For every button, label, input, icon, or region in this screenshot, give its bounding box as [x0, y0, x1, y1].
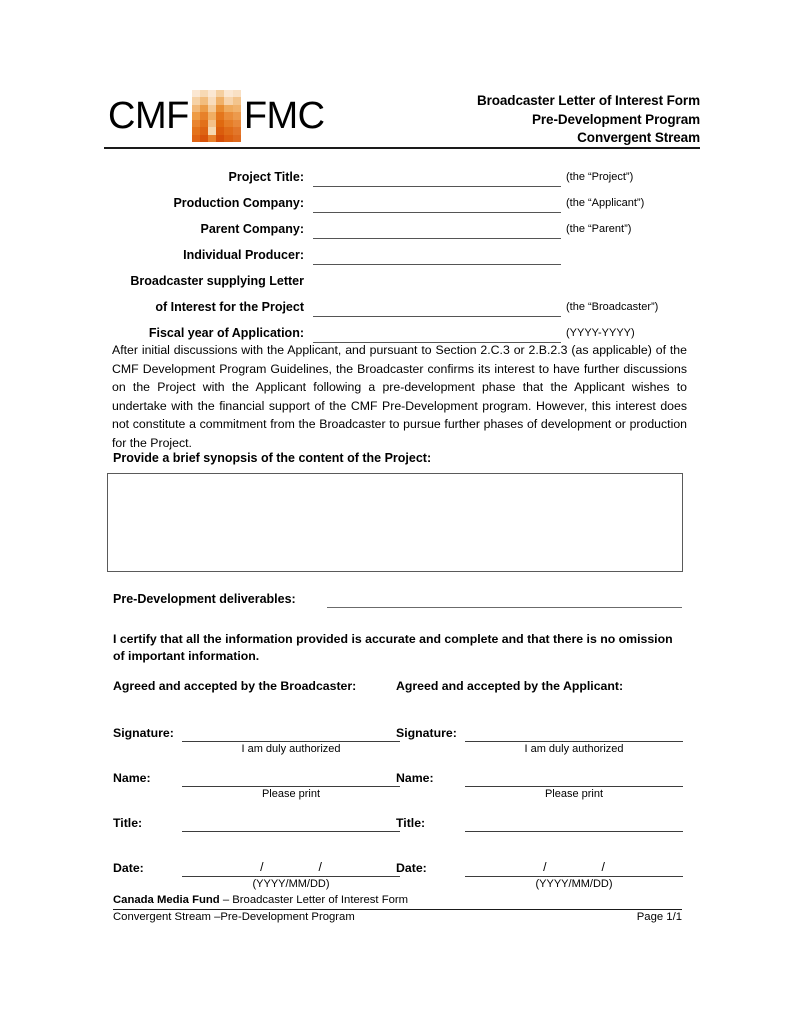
date-slashes — [182, 860, 400, 874]
logo-tile-36 — [192, 135, 200, 142]
certification-statement: I certify that all the information provided is accurate and complete and that there is no omission of important information. — [113, 632, 673, 663]
logo-tile-8 — [208, 97, 216, 104]
date-slash-2: / — [601, 860, 605, 874]
logo-tile-23 — [233, 112, 241, 119]
field-input-line[interactable] — [313, 264, 561, 265]
document-header — [104, 84, 700, 148]
field-label: Project Title: — [228, 170, 304, 184]
footer-org-name: Canada Media Fund — [113, 894, 220, 906]
signature-row-label: Name: — [396, 771, 434, 785]
field-label: Fiscal year of Application: — [148, 326, 304, 340]
logo-tile-17 — [233, 105, 241, 112]
signature-row-label: Name: — [113, 771, 151, 785]
field-label: Broadcaster supplying Letter — [130, 274, 304, 288]
field-input-line[interactable] — [313, 186, 561, 187]
header-title-line-2: Pre-Development Program — [532, 111, 700, 127]
signature-input-line[interactable] — [182, 786, 400, 787]
logo-tile-4 — [224, 90, 232, 97]
signature-row — [396, 861, 686, 906]
field-row — [104, 272, 704, 298]
signature-row-label: Signature: — [396, 726, 457, 740]
signature-row-hint: (YYYY/MM/DD) — [535, 878, 613, 890]
agreed-heading-applicant: Agreed and accepted by the Applicant: — [396, 679, 624, 693]
field-row — [104, 220, 704, 246]
signature-row — [396, 726, 686, 771]
logo-tile-33 — [216, 127, 224, 134]
signature-input-line[interactable] — [465, 831, 683, 832]
field-row — [104, 194, 704, 220]
header-title-line-3: Convergent Stream — [577, 130, 700, 145]
logo-tile-12 — [192, 105, 200, 112]
logo-tile-2 — [208, 90, 216, 97]
logo-text-fmc: FMC — [243, 95, 325, 137]
field-note: (the “Applicant”) — [566, 197, 645, 209]
logo-tile-25 — [200, 120, 208, 127]
footer-page-number: Page 1/1 — [636, 911, 682, 923]
deliverables-input-line[interactable] — [327, 607, 682, 608]
logo-tile-31 — [200, 127, 208, 134]
signature-row-hint: (YYYY/MM/DD) — [252, 878, 330, 890]
logo-tile-29 — [233, 120, 241, 127]
footer-divider — [113, 909, 682, 910]
date-slash-1: / — [543, 860, 547, 874]
logo-tile-28 — [224, 120, 232, 127]
logo-tile-3 — [216, 90, 224, 97]
logo-tile-0 — [192, 90, 200, 97]
signature-input-line[interactable] — [465, 741, 683, 742]
signature-input-line[interactable] — [465, 786, 683, 787]
signature-row-label: Date: — [113, 861, 144, 875]
field-note: (YYYY-YYYY) — [566, 327, 635, 339]
logo-tile-37 — [200, 135, 208, 142]
logo-tile-34 — [224, 127, 232, 134]
field-note: (the “Project”) — [566, 171, 634, 183]
logo-tile-15 — [216, 105, 224, 112]
signature-row-label: Title: — [113, 816, 143, 830]
logo-tile-24 — [192, 120, 200, 127]
field-input-line[interactable] — [313, 316, 561, 317]
header-title-group — [477, 92, 700, 148]
logo-tile-10 — [224, 97, 232, 104]
signature-block-broadcaster — [113, 726, 403, 906]
synopsis-label: Provide a brief synopsis of the content of the Project: — [113, 451, 432, 465]
field-label: Individual Producer: — [183, 248, 304, 262]
logo-tile-19 — [200, 112, 208, 119]
logo-tile-41 — [233, 135, 241, 142]
signature-input-line[interactable] — [182, 831, 400, 832]
field-input-line[interactable] — [313, 238, 561, 239]
logo-tile-30 — [192, 127, 200, 134]
logo-tile-20 — [208, 112, 216, 119]
logo-text-cmf: CMF — [108, 95, 189, 137]
logo-tile-21 — [216, 112, 224, 119]
field-row — [104, 168, 704, 194]
signature-row-hint: Please print — [544, 788, 604, 800]
field-note: (the “Parent”) — [566, 223, 632, 235]
logo-mosaic-icon — [192, 90, 241, 142]
field-row — [104, 246, 704, 272]
footer-doc-name: – Broadcaster Letter of Interest Form — [219, 894, 409, 906]
logo-tile-1 — [200, 90, 208, 97]
signature-input-line[interactable] — [465, 876, 683, 877]
signature-row-label: Signature: — [113, 726, 174, 740]
header-divider — [104, 147, 700, 149]
field-row — [104, 298, 704, 324]
signature-row-hint: I am duly authorized — [241, 743, 341, 755]
logo-tile-38 — [208, 135, 216, 142]
field-label: Production Company: — [173, 196, 304, 210]
signature-row-hint: I am duly authorized — [524, 743, 624, 755]
signature-row-label: Date: — [396, 861, 427, 875]
form-fields — [104, 168, 704, 350]
date-slash-2: / — [318, 860, 322, 874]
cmf-fmc-logo — [108, 86, 325, 146]
header-title-line-1: Broadcaster Letter of Interest Form — [476, 93, 700, 108]
logo-tile-18 — [192, 112, 200, 119]
signature-row — [396, 771, 686, 816]
logo-tile-13 — [200, 105, 208, 112]
logo-tile-32 — [208, 127, 216, 134]
logo-tile-9 — [216, 97, 224, 104]
logo-tile-35 — [233, 127, 241, 134]
logo-tile-5 — [233, 90, 241, 97]
signature-row-label: Title: — [396, 816, 426, 830]
intro-paragraph: After initial discussions with the Applicant, and pursuant to Section 2.C.3 or 2.B.2.3 (as applicable) of the CMF Development Program Guidelines, the Broadcaster confirms its interest to have further discussions on the Project with the Applicant following a pre-development phase that the Applicant wishes to undertake with the financial support of the CMF Pre-Development program. However, this interest does not constitute a commitment from the Broadcaster to pursue further phases of development or production for the Project. — [112, 343, 687, 450]
date-slash-1: / — [260, 860, 264, 874]
signature-input-line[interactable] — [182, 876, 400, 877]
signature-input-line[interactable] — [182, 741, 400, 742]
logo-tile-22 — [224, 112, 232, 119]
logo-tile-26 — [208, 120, 216, 127]
logo-tile-40 — [224, 135, 232, 142]
logo-tile-6 — [192, 97, 200, 104]
deliverables-label: Pre-Development deliverables: — [113, 592, 296, 606]
signature-row — [113, 771, 403, 816]
synopsis-input-box[interactable] — [107, 473, 683, 572]
signature-row — [113, 726, 403, 771]
logo-tile-7 — [200, 97, 208, 104]
field-label: of Interest for the Project — [155, 300, 304, 314]
logo-tile-39 — [216, 135, 224, 142]
signature-block-applicant — [396, 726, 686, 906]
agreed-heading-broadcaster: Agreed and accepted by the Broadcaster: — [113, 679, 357, 693]
field-note: (the “Broadcaster”) — [566, 301, 659, 313]
logo-tile-16 — [224, 105, 232, 112]
field-input-line[interactable] — [313, 212, 561, 213]
logo-tile-11 — [233, 97, 241, 104]
footer-subtitle: Convergent Stream –Pre-Development Program — [113, 911, 355, 923]
signature-row — [396, 816, 686, 861]
footer-title — [113, 894, 408, 906]
date-slashes — [465, 860, 683, 874]
signature-row-hint: Please print — [261, 788, 321, 800]
logo-tile-27 — [216, 120, 224, 127]
field-label: Parent Company: — [200, 222, 304, 236]
signature-row — [113, 816, 403, 861]
logo-tile-14 — [208, 105, 216, 112]
